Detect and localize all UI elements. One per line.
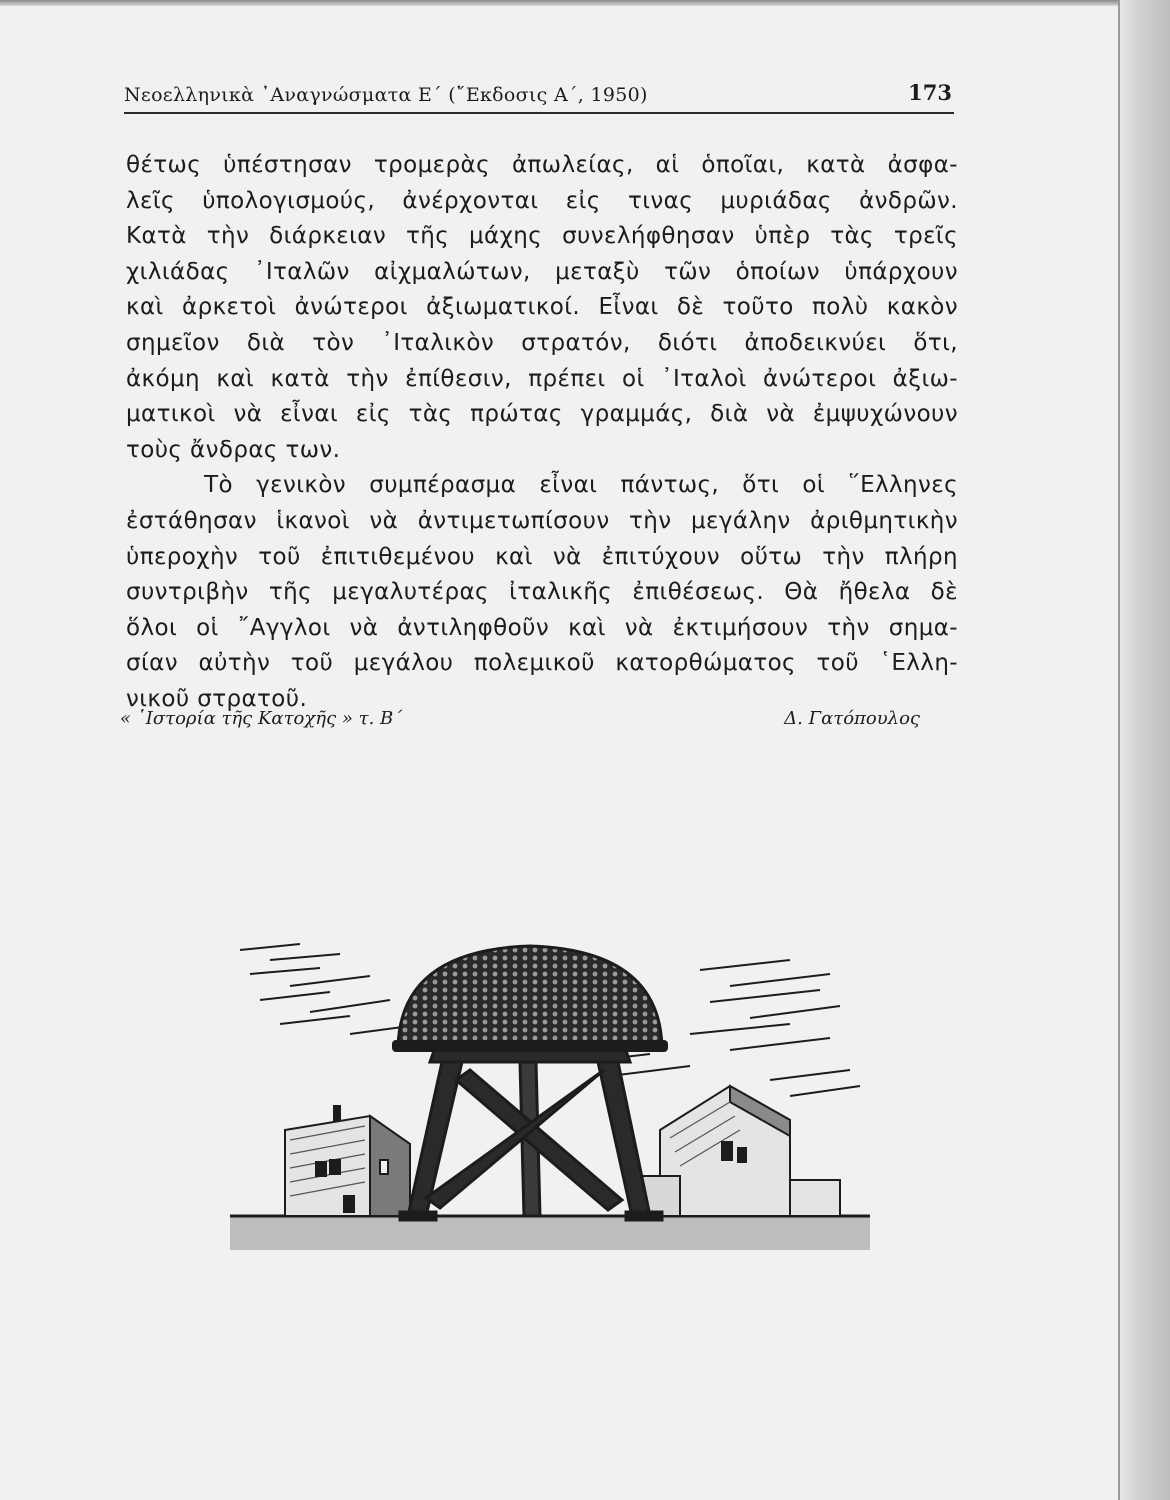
attribution-row [120, 708, 920, 738]
page-number: 173 [908, 80, 952, 105]
text-line: θέτως ὑπέστησαν τρομερὰς ἀπωλείας, αἱ ὁποῖαι, κατὰ ἀσφα- [126, 152, 958, 178]
right-house [640, 1086, 840, 1216]
header-title: Νεοελληνικὰ ᾿Αναγνώσματα Ε΄ (῎Εκδοσις Α΄, 1950) [124, 84, 648, 106]
dome [392, 946, 668, 1052]
source-citation: « ῾Ιστορία τῆς Κατοχῆς » τ. Β΄ [120, 708, 403, 729]
text-line: τοὺς ἄνδρας των. [126, 436, 341, 463]
text-line: σίαν αὐτὴν τοῦ μεγάλου πολεμικοῦ κατορθώματος τοῦ ῾Ελλη- [126, 650, 958, 677]
top-page-edge [0, 0, 1170, 6]
text-line: Κατὰ τὴν διάρκειαν τῆς μάχης συνελήφθησαν ὑπὲρ τὰς τρεῖς [126, 223, 958, 250]
text-line: ματικοὶ νὰ εἶναι εἰς τὰς πρώτας γραμμάς, διὰ νὰ ἐμψυχώνουν [126, 401, 958, 428]
text-line: ἀκόμη καὶ κατὰ τὴν ἐπίθεσιν, πρέπει οἱ ᾿Ιταλοὶ ἀνώτεροι ἀξιω- [126, 365, 958, 392]
text-line: καὶ ἀρκετοὶ ἀνώτεροι ἀξιωματικοί. Εἶναι δὲ τοῦτο πολὺ κακὸν [126, 294, 958, 321]
running-header [124, 78, 954, 114]
text-line: ἐστάθησαν ἱκανοὶ νὰ ἀντιμετωπίσουν τὴν μεγάλην ἀριθμητικὴν [126, 507, 958, 534]
body-text [126, 148, 958, 718]
text-line: συντριβὴν τῆς μεγαλυτέρας ἰταλικῆς ἐπιθέσεως. Θὰ ἤθελα δὲ [126, 579, 958, 606]
author-name: Δ. Γατόπουλος [784, 708, 920, 729]
text-line: χιλιάδας ᾿Ιταλῶν αἰχμαλώτων, μεταξὺ τῶν ὁποίων ὑπάρχουν [126, 258, 958, 285]
left-house [285, 1106, 410, 1216]
text-line: λεῖς ὑπολογισμούς, ἀνέρχονται εἰς τινας μυριάδας ἀνδρῶν. [126, 187, 958, 214]
text-line: ὅλοι οἱ ῎Αγγλοι νὰ ἀντιληφθοῦν καὶ νὰ ἐκτιμήσουν τὴν σημα- [126, 614, 958, 641]
text-line: νικοῦ στρατοῦ. [126, 685, 308, 712]
ground [230, 1216, 870, 1250]
text-line: ὑπεροχὴν τοῦ ἐπιτιθεμένου καὶ νὰ ἐπιτύχουν οὕτω τὴν πλήρη [126, 543, 958, 570]
text-line: Τὸ γενικὸν συμπέρασμα εἶναι πάντως, ὅτι οἱ ῞Ελληνες [204, 472, 958, 499]
page-stack-edge [1118, 0, 1170, 1500]
dome-bell-tower-illustration-icon [230, 930, 870, 1260]
text-line: σημεῖον διὰ τὸν ᾿Ιταλικὸν στρατόν, διότι ἀποδεικνύει ὅτι, [126, 329, 958, 356]
